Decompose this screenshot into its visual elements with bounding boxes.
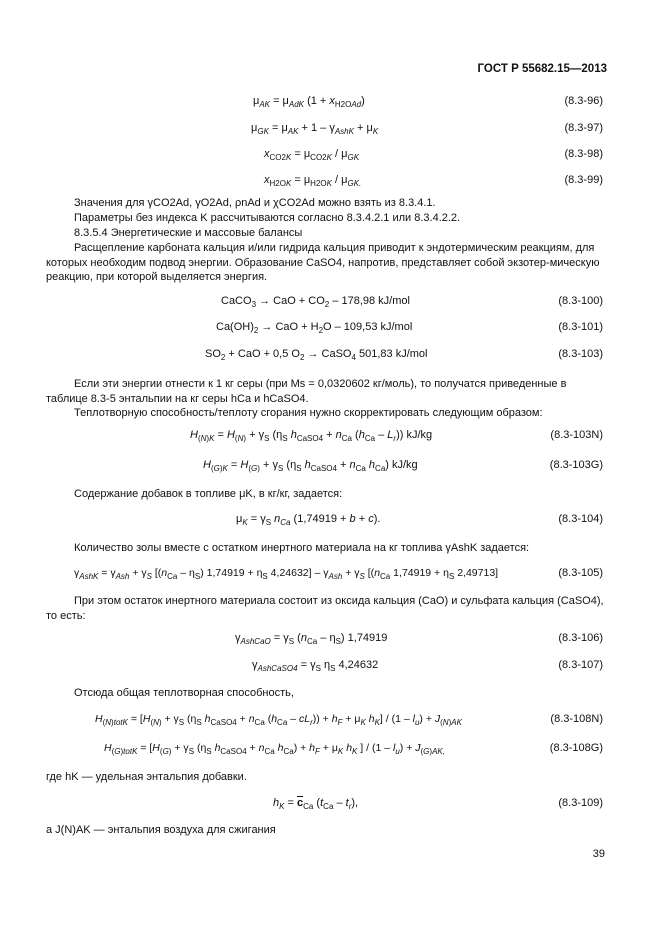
equation-8-3-99: $x_{H2OK} = \mu_{H2OK} / \mu_{GK.}$ (8.3-99) (264, 174, 603, 188)
paragraph-where: где hK — удельная энтальпия добавки. (46, 771, 247, 783)
equation-8-3-105: $\gamma_{AshK} = \gamma_{Ash} + \gamma_S$ [$(n_{Ca} - \eta_S) 1,74919 + \eta_S$ $4,24632] - \gamma_{Ash} + \gamma_S$ [($n_{Ca}$ $1,74919 + \eta_S$ 2,49713] (8.3-105) (74, 567, 603, 581)
equation-8-3-103G: $H_{(G)K} = H_{(G)} + \gamma_S$ ($\eta_S$ $h_{CaSO4} + n_{Ca}$ $h_{Ca}$) kJ/kg (8.3-103G) (203, 459, 603, 473)
equation-8-3-104: $\mu_K = \gamma_S$ $n_{Ca}$ (1,74919 + b + c). (8.3-104) (236, 513, 603, 527)
equation-8-3-109: $h_K = \overline{c}_{Ca}$ $(t_{Ca} - t_r)$, (8.3-109) (273, 797, 603, 811)
paragraph-air-enthalpy: а J(N)AK — энтальпия воздуха для сжигания (46, 824, 276, 836)
paragraph-decomposition: Расщепление карбоната кальция и/или гидрида кальция приводит к эндотермическим реакциям, для которых необходим подвод энергии. Образование CaSO4, напротив, представляет собой экзотер-мическую реакцию, при которой выделяется энергия. (46, 242, 600, 283)
equation-8-3-106: $\gamma_{AshCaO} = \gamma_S$ $(n_{Ca} - \eta_S)$ 1,74919 (8.3-106) (235, 632, 603, 646)
paragraph-total: Отсюда общая теплотворная способность, (74, 687, 294, 699)
paragraph-values: Значения для γCO2Ad, γO2Ad, ρnAd и χCO2Ad можно взять из 8.3.4.1. (74, 197, 436, 209)
equation-8-3-98: $x_{CO2K} = \mu_{CO2K} / \mu_{GK}$ (8.3-98) (264, 148, 603, 162)
equation-8-3-107: $\gamma_{AshCaSO4} = \gamma_S$ $\eta_S$ 4,24632 (8.3-107) (252, 659, 603, 673)
document-header: ГОСТ Р 55682.15—2013 (477, 63, 607, 75)
section-heading: 8.3.5.4 Энергетические и массовые балансы (74, 227, 303, 239)
equation-8-3-96: $\mu_{AK} = \mu_{AdK}$ $(1 + x_{H2OAd})$ (8.3-96) (253, 95, 603, 109)
page-number: 39 (592, 848, 605, 860)
paragraph-heating-value: Теплотворную способность/теплоту сгорания нужно скорректировать следующим образом: (74, 407, 543, 419)
paragraph-ash: Количество золы вместе с остатком инертного материала на кг топлива γAshK задается: (74, 542, 530, 554)
equation-8-3-100: CaCO$_3$ → CaO + $CO_2 - 178,98$ kJ/mol (8.3-100) (221, 295, 603, 309)
equation-8-3-103N: $H_{(N)K} = H_{(N)} + \gamma_S$ ($\eta_S$ $h_{CaSO4} + n_{Ca}$ $(h_{Ca} - L_r)$) kJ/kg (8.3-103N) (190, 429, 603, 443)
equation-8-3-108N: $H_{(N)totK} = [H_{(N)} + \gamma_S$ ($\eta_S$ $h_{CaSO4} + n_{Ca}$ $(h_{Ca} - cL_r)) + h_F + \mu_K$ $h_K] / (1 - l_u) + J_{(N)AK}$ (8.3-108N) (95, 713, 603, 727)
equation-8-3-97: $\mu_{GK} = \mu_{AK} + 1 - \gamma_{AshK} + \mu_K$ (8.3-97) (251, 122, 603, 136)
paragraph-energies: Если эти энергии отнести к 1 кг серы (при Ms = 0,0320602 кг/моль), то получатся приведенные в таблице 8.3-5 энтальпии на кг серы hCa и hCaSO4. (46, 378, 567, 405)
equation-8-3-101: $Ca(OH)_2$ → CaO + $H_2O - 109,53$ kJ/mol (8.3-101) (216, 321, 603, 335)
paragraph-inert: При этом остаток инертного материала состоит из оксида кальция (CaO) и сульфата кальция (CaSO4), то есть: (46, 595, 604, 622)
paragraph-additives: Содержание добавок в топливе μK, в кг/кг, задается: (74, 488, 343, 500)
paragraph-params: Параметры без индекса K рассчитываются согласно 8.3.4.2.1 или 8.3.4.2.2. (74, 212, 461, 224)
equation-8-3-108G: $H_{(G)totK} = [H_{(G)} + \gamma_S$ ($\eta_S$ $h_{CaSO4} + n_{Ca}$ $h_{Ca}) + h_F + \mu_K$ $h_K$ ] / $(1 - l_u) + J_{(G)AK,}$ (8.3-108G) (104, 742, 603, 756)
equation-8-3-103: $SO_2$ + CaO + 0,5 $O_2$ → CaSO$_4$ 501,83 kJ/mol (8.3-103) (205, 348, 603, 362)
